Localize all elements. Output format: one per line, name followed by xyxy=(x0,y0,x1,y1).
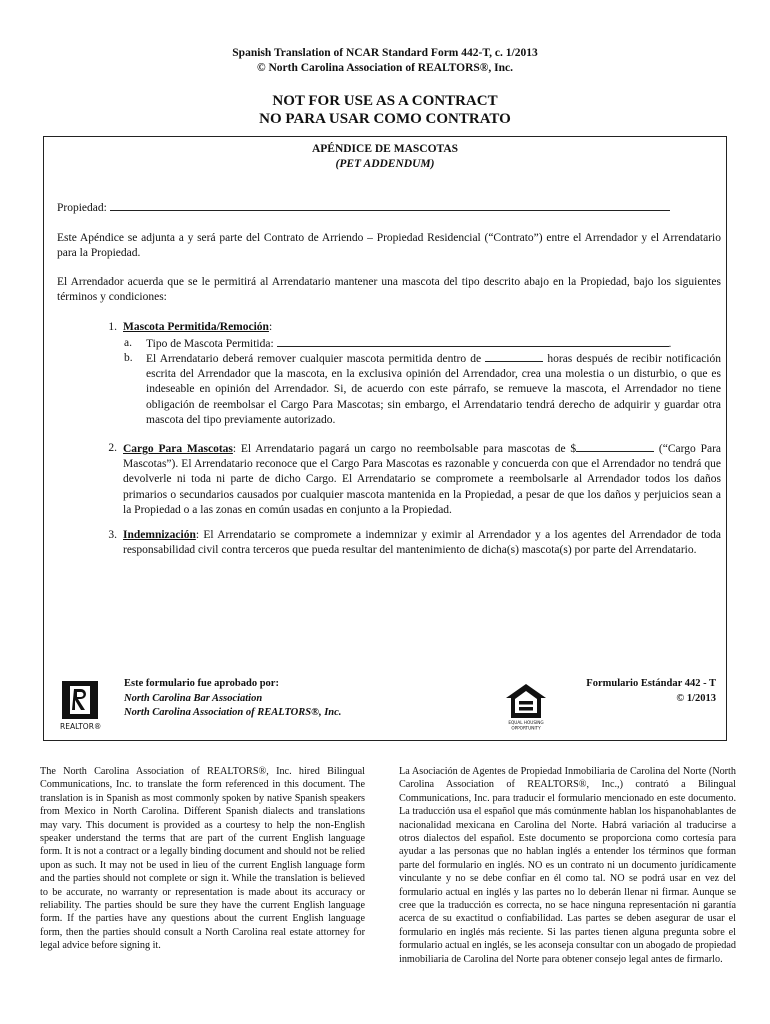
form-number-block: Formulario Estándar 442 - T © 1/2013 xyxy=(586,678,716,704)
section-number: 1. xyxy=(108,321,117,333)
property-row xyxy=(57,200,677,216)
title-sub: (PET ADDENDUM) xyxy=(335,158,435,170)
svg-text:EQUAL HOUSING: EQUAL HOUSING xyxy=(508,720,544,725)
svg-text:OPPORTUNITY: OPPORTUNITY xyxy=(511,725,541,731)
realtor-logo-icon xyxy=(60,680,104,732)
pet-type-label: Tipo de Mascota Permitida: xyxy=(146,338,274,350)
header-line-2: © North Carolina Association of REALTORS®, Inc. xyxy=(257,62,513,74)
pet-fee-field[interactable] xyxy=(576,441,654,452)
warning-line-1: NOT FOR USE AS A CONTRACT xyxy=(272,93,498,109)
section-heading: Mascota Permitida/Remoción xyxy=(123,321,269,333)
addendum-title xyxy=(0,142,770,172)
removal-hours-field[interactable] xyxy=(485,351,543,362)
warning-line-2: NO PARA USAR COMO CONTRATO xyxy=(259,111,511,127)
realtor-logo-text: REALTOR® xyxy=(60,722,102,731)
spanish-disclaimer: La Asociación de Agentes de Propiedad Inmobiliaria de Carolina del Norte (North Carolina Association of REALTORS®, Inc.,) contrató a Bilingual Communications, Inc. para traducir el formulario mencionado en este documento. La traducción usa el español que más comúnmente hablan los hispanohablantes de nacionalidad mexicana en Carolina del Norte. Habrá variación al traducirse a otros dialectos del español. Este documento se proporciona como cortesía para ayudar a las personas que no hablan inglés a entender los términos que forman parte del formulario en inglés. NO es un contrato ni un documento jurídicamente vinculante y no se debe confiar en él como tal. NO se podrá usar en vez del formulario actual en inglés y las partes no lo deberán llenar ni firmar. Aunque se cree que la traducción es correcta, no se hace ninguna representación ni garantía acerca de su exactitud o confiabilidad. Las partes se deben asegurar de usar el formulario en inglés más reciente. Si las partes tienen alguna pregunta sobre el formulario actual en inglés, se les aconseja consultar con un abogado de propiedad inmobiliaria de Carolina del Norte para obtener consejo legal antes de firmarlo. xyxy=(399,766,736,965)
intro-paragraph-2: El Arrendador acuerda que se le permitirá al Arrendatario mantener una mascota del tipo descrito abajo en la Propiedad, bajo los siguientes términos y condiciones: xyxy=(57,276,721,304)
section-heading: Cargo Para Mascotas xyxy=(123,443,233,455)
section-heading: Indemnización xyxy=(123,529,196,541)
title-main: APÉNDICE DE MASCOTAS xyxy=(311,143,459,155)
form-header xyxy=(0,46,770,76)
english-disclaimer: The North Carolina Association of REALTORS®, Inc. hired Bilingual Communications, Inc. to translate the form referenced in this document. The translation is in Spanish as most commonly spoken by native Spanish speakers from Mexico in North Carolina. Different Spanish dialects and translations may vary. This document is provided as a courtesy to help the non-English speaker understand the terms that are part of the current English language form. It is not a contract or a legally binding document and should not be relied upon as such. It may not be used in lieu of the current English language form and the parties should not complete or sign it. While the translation is believed to be accurate, no warranty or representation is made about its accuracy or reliability. The parties should be sure they have the current English language form. If the parties have any questions about the current English language form, then the parties should consult a North Carolina real estate attorney for legal advice before signing it. xyxy=(40,766,365,952)
approval-block: Este formulario fue aprobado por: North Carolina Bar Association North Carolina Association of REALTORS®, Inc. xyxy=(124,678,342,718)
pet-type-field[interactable] xyxy=(277,336,669,347)
header-line-1: Spanish Translation of NCAR Standard Form 442-T, c. 1/2013 xyxy=(232,47,538,59)
property-field[interactable] xyxy=(110,200,670,211)
property-label: Propiedad: xyxy=(57,202,107,214)
not-contract-warning xyxy=(0,92,770,128)
form-border xyxy=(43,136,727,741)
intro-paragraph-1: Este Apéndice se adjunta a y será parte del Contrato de Arriendo – Propiedad Residencial (“Contrato”) entre el Arrendador y el Arrendatario para la Propiedad. xyxy=(57,232,721,260)
